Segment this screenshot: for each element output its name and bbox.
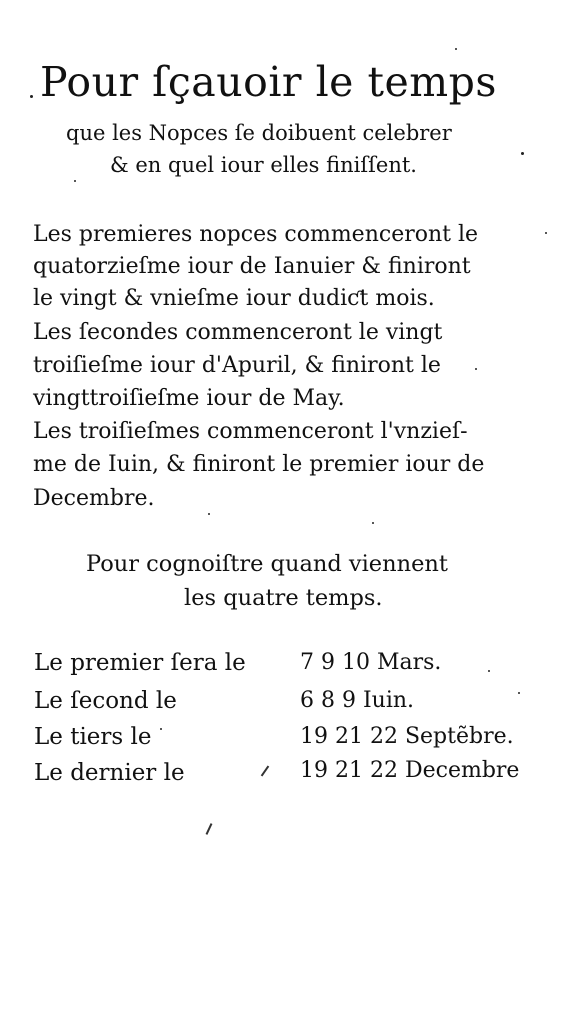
- ink-speck: [30, 95, 33, 98]
- paragraph-line: Les premieres nopces commenceront le: [33, 222, 479, 247]
- ink-speck: [545, 232, 547, 234]
- paragraph-line: vingttroiſieſme iour de May.: [33, 386, 345, 411]
- temps-dates: 6 8 9 Iuin.: [300, 688, 415, 713]
- temps-dates: 7 9 10 Mars.: [300, 650, 442, 675]
- temps-label: Le premier ſera le: [34, 650, 246, 676]
- ink-speck: [208, 513, 210, 515]
- paragraph-line: le vingt & vnieſme iour dudiƈt mois.: [33, 286, 435, 311]
- title-subline-1: que les Nopces ſe doibuent celebrer: [66, 121, 452, 145]
- paragraph-line: troiſieſme iour d'Apuril, & finiront le: [33, 353, 441, 378]
- ink-speck: [160, 728, 162, 730]
- paragraph-line: Decembre.: [33, 486, 155, 511]
- ink-mark: [261, 766, 270, 777]
- temps-label: Le dernier le: [34, 760, 185, 786]
- ink-speck: [488, 670, 490, 672]
- ink-speck: [518, 692, 520, 694]
- page-title: Pour ſçauoir le temps: [40, 58, 497, 106]
- section-heading: Pour cognoiſtre quand viennent: [86, 551, 448, 577]
- paragraph-line: me de Iuin, & finiront le premier iour de: [33, 452, 485, 477]
- temps-label: Le tiers le: [34, 724, 152, 750]
- ink-speck: [475, 368, 477, 370]
- paragraph-line: Les troiſieſmes commenceront l'vnzieſ-: [33, 419, 468, 444]
- ink-speck: [74, 180, 76, 182]
- ink-speck: [455, 48, 457, 50]
- paragraph-line: Les ſecondes commenceront le vingt: [33, 320, 443, 345]
- section-heading-line2: les quatre temps.: [184, 585, 383, 611]
- temps-dates: 19 21 22 Septẽbre.: [300, 724, 514, 749]
- temps-dates: 19 21 22 Decembre: [300, 758, 520, 783]
- paragraph-line: quatorzieſme iour de Ianuier & finiront: [33, 254, 471, 279]
- ink-speck: [521, 152, 524, 155]
- ink-speck: [372, 522, 374, 524]
- ink-mark: [206, 823, 213, 835]
- temps-label: Le ſecond le: [34, 688, 177, 714]
- title-subline-2: & en quel iour elles finiſſent.: [110, 153, 417, 177]
